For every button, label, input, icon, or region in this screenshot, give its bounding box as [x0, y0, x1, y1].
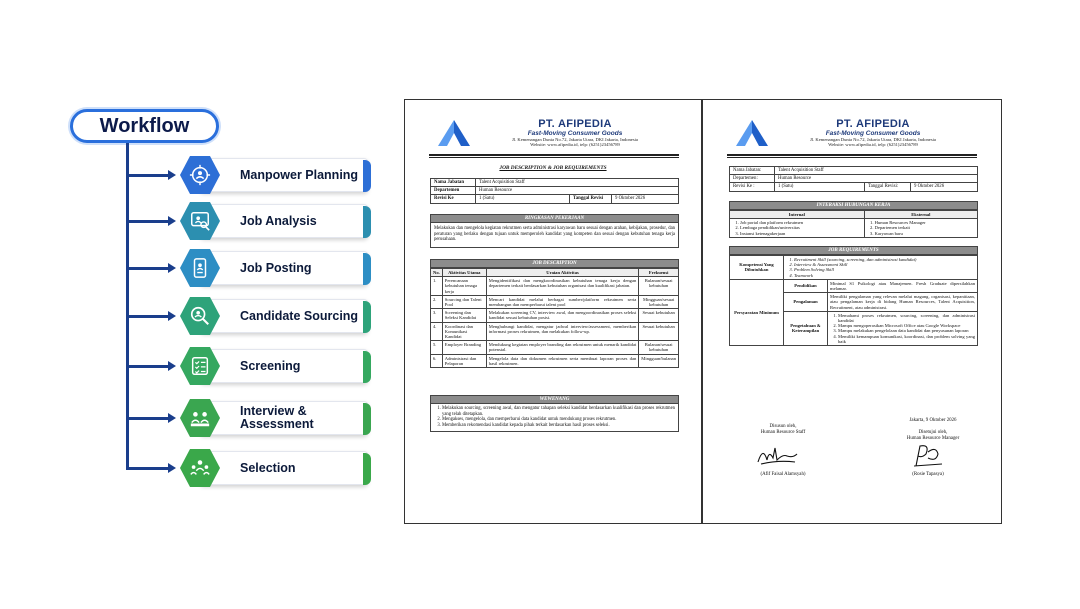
step-connector [126, 365, 170, 368]
job-description-section [430, 259, 679, 368]
internal-item: 2. Lembaga pendidikan/universitas [740, 225, 862, 230]
table-cell: 3. [431, 309, 443, 322]
pengalaman-text: Memiliki pengalaman yang relevan melalui magang, organisasi, kepanitiaan, atau pengalaman kerja di bidang Human Resources, Talent Acquisition, Recruitment, atau administrasi. [828, 293, 978, 312]
job-requirements-title: JOB REQUIREMENTS [729, 246, 978, 255]
company-name: PT. AFIPEDIA [538, 118, 612, 130]
table-row [431, 309, 679, 322]
ringkasan-section [430, 214, 679, 248]
table-cell: Koordinasi dan Komunikasi Kandidat [442, 322, 486, 341]
place-date: Jakarta, 9 Oktober 2026 [909, 418, 957, 423]
pendidikan-label: Pendidikan [784, 279, 828, 292]
job-description-title: JOB DESCRIPTION [430, 259, 679, 268]
pengalaman-label: Pengalaman [784, 293, 828, 312]
internal-header: Internal [730, 211, 865, 219]
table-cell: Mingguan/sesuai kebutuhan [639, 295, 679, 308]
interaksi-section [729, 201, 978, 238]
signature-left-block: Disusun oleh, Human Resource Staff [760, 424, 806, 435]
table-cell: Sesuai kebutuhan [639, 309, 679, 322]
step-label: Job Analysis [240, 213, 317, 228]
company-name: PT. AFIPEDIA [836, 118, 910, 130]
ringkasan-title: RINGKASAN PEKERJAAN [430, 214, 679, 223]
company-tagline: Fast-Moving Consumer Goods [527, 130, 623, 137]
internal-item: 3. Instansi ketenagakerjaan [740, 231, 862, 236]
company-header-2 [703, 116, 1001, 154]
table-header: No. [431, 269, 443, 277]
workflow-step [126, 297, 370, 335]
table-cell: Melakukan screening CV, interview awal, dan mengoordinasikan proses seleksi kandidat sesuai kebutuhan posisi. [486, 309, 639, 322]
header-rule [429, 154, 679, 156]
step-label: Screening [240, 358, 301, 373]
internal-item: 1. Job portal dan platform rekrutmen [740, 220, 862, 225]
signature-right-block: Disetujui oleh, Human Resource Manager [906, 430, 960, 441]
company-logo-icon [437, 118, 471, 148]
table-row [431, 277, 679, 296]
workflow-step [126, 202, 370, 240]
job-requirements-table [729, 255, 978, 346]
document-page-2 [702, 99, 1002, 524]
wewenang-section [430, 395, 679, 432]
persyaratan-label: Persyaratan Minimum [730, 279, 784, 345]
table-header: Aktivitas Utama [442, 269, 486, 277]
step-connector [126, 467, 170, 470]
ringkasan-text: Melakukan dan mengelola kegiatan rekrutmen serta administrasi karyawan baru sesuai dengan arahan, kebijakan, prosedur, dan peraturan yang berlaku dengan tujuan untuk memperoleh kandidat yang kompeten dan sesuai dengan kebutuhan tenaga kerja perusahaan. [430, 223, 679, 248]
step-connector [126, 220, 170, 223]
table-cell: 4. [431, 322, 443, 341]
table-cell: Sesuai kebutuhan [639, 322, 679, 341]
workflow-step [126, 156, 370, 194]
eksternal-item: 2. Departemen terkait [875, 225, 975, 230]
company-logo-icon [735, 118, 769, 148]
interaksi-title: INTERAKSI HUBUNGAN KERJA [729, 201, 978, 210]
wewenang-list [430, 404, 679, 432]
company-header [405, 116, 701, 154]
table-cell: Perencanaan kebutuhan tenaga kerja [442, 277, 486, 296]
table-cell: Bulanan/sesuai kebutuhan [639, 277, 679, 296]
arrow-right-icon [168, 170, 176, 180]
step-label: Interview & Assessment [240, 404, 314, 431]
company-address: Jl. Kemenangan Dunia No.72, Jakarta Utara, DKI Jakarta, Indonesia [810, 137, 936, 142]
eksternal-item: 3. Karyawan baru [875, 231, 975, 236]
kompetensi-item: 1. Recruitment Skill (sourcing, screening, dan administrasi kandidat) [794, 257, 975, 262]
table-cell: Mengidentifikasi dan mengkoordinasikan kebutuhan tenaga kerja dengan departemen terkait berdasarkan kebutuhan organisasi dan kualifikasi jabatan. [486, 277, 639, 296]
pengetahuan-item: 1. Memahami proses rekrutmen, sourcing, screening, dan administrasi kandidat [838, 313, 975, 323]
table-row [431, 295, 679, 308]
step-connector [126, 315, 170, 318]
step-connector [126, 417, 170, 420]
table-cell: Employer Branding [442, 341, 486, 354]
wewenang-item: 2. Mengakses, mengelola, dan memperbarui data kandidat untuk mendukung proses rekrutmen. [442, 417, 675, 423]
table-row [431, 341, 679, 354]
job-description-table [430, 268, 679, 368]
arrow-right-icon [168, 263, 176, 273]
step-label: Job Posting [240, 260, 312, 275]
job-requirements-section [729, 246, 978, 346]
table-cell: Mengelola data dan dokumen rekrutmen serta membuat laporan proses dan hasil rekrutmen. [486, 354, 639, 367]
table-cell: Bulanan/sesuai kebutuhan [639, 341, 679, 354]
pengetahuan-label: Pengetahuan & Keterampilan [784, 311, 828, 345]
wewenang-title: WEWENANG [430, 395, 679, 404]
pengetahuan-item: 3. Mampu melakukan pengelolaan data kandidat dan penyusunan laporan [838, 328, 975, 333]
eksternal-header: Eksternal [864, 211, 977, 219]
table-row [431, 322, 679, 341]
table-row [431, 354, 679, 367]
wewenang-item: 1. Melakukan sourcing, screening awal, dan mengatur tahapan seleksi kandidat berdasarkan kualifikasi dan proses rekrutmen yang telah ditetapkan. [442, 406, 675, 417]
table-cell: Screening dan Seleksi Kandidat [442, 309, 486, 322]
company-contact: Website: www.afipedia.id, telp: (6251)23456789 [828, 142, 918, 148]
step-connector [126, 174, 170, 177]
signature-right-icon [908, 442, 948, 470]
company-address: Jl. Kemenangan Dunia No.72, Jakarta Utara, DKI Jakarta, Indonesia [512, 137, 638, 142]
company-tagline: Fast-Moving Consumer Goods [825, 130, 921, 137]
signature-left-icon [753, 442, 803, 468]
company-contact: Website: www.afipedia.id, telp: (6251)23456789 [530, 142, 620, 148]
table-cell: 2. [431, 295, 443, 308]
arrow-right-icon [168, 361, 176, 371]
arrow-right-icon [168, 463, 176, 473]
step-label: Selection [240, 460, 296, 475]
table-cell: 1. [431, 277, 443, 296]
kompetensi-item: 4. Teamwork [794, 273, 975, 278]
arrow-right-icon [168, 311, 176, 321]
pengetahuan-item: 4. Memiliki kemampuan komunikasi, koordinasi, dan problem solving yang baik [838, 334, 975, 344]
workflow-step [126, 347, 370, 385]
table-cell: 6. [431, 354, 443, 367]
table-cell: Mencari kandidat melalui berbagai sumber/platform rekrutmen serta membangun dan memperbarui talent pool [486, 295, 639, 308]
step-connector [126, 267, 170, 270]
pendidikan-text: Minimal S1 Psikologi atau Manajemen. Fresh Graduate dipersilahkan melamar. [828, 279, 978, 292]
workflow-step [126, 249, 370, 287]
eksternal-item: 1. Human Resources Manager [875, 220, 975, 225]
step-label: Manpower Planning [240, 167, 359, 182]
table-cell: Sourcing dan Talent Pool [442, 295, 486, 308]
kompetensi-item: 3. Problem Solving Skill [794, 267, 975, 272]
table-cell: Administrasi dan Pelaporan [442, 354, 486, 367]
document-title: JOB DESCRIPTION & JOB REQUIREMENTS [499, 165, 607, 171]
step-label: Candidate Sourcing [240, 308, 359, 323]
table-cell: 5. [431, 341, 443, 354]
wewenang-item: 3. Memberikan rekomendasi kandidat kepada pihak terkait berdasarkan hasil proses seleksi. [442, 423, 675, 429]
kompetensi-item: 2. Interview & Assessment Skill [794, 262, 975, 267]
job-info-table-2: Nama Jabatan: Talent Acquisition Staff Departemen: Human Resource Revisi Ke : 1 (Satu) Tanggal Revisi: 9 Oktober 2026 [729, 166, 978, 192]
table-cell: Mingguan/bulanan [639, 354, 679, 367]
table-header: Uraian Aktivitas [486, 269, 639, 277]
kompetensi-label: Kompetensi Yang Dibutuhkan [730, 256, 784, 280]
interaksi-table [729, 210, 978, 238]
document-page-1 [404, 99, 702, 524]
signature-left-name: (Afif Faisal Alamsyah) [760, 472, 806, 477]
workflow-title: Workflow [70, 109, 219, 143]
workflow-step [126, 449, 370, 487]
table-cell: Menghubungi kandidat, mengatur jadwal interview/assessment, memberikan informasi proses rekrutmen, dan melakukan follow-up. [486, 322, 639, 341]
job-info-table: Nama Jabatan Talent Acquisition Staff Departemen Human Resource Revisi Ke 1 (Satu) Tanggal Revisi 9 Oktober 2026 [430, 178, 679, 204]
table-header: Frekuensi [639, 269, 679, 277]
arrow-right-icon [168, 413, 176, 423]
table-cell: Mendukung kegiatan employer branding dan rekrutmen untuk menarik kandidat potensial. [486, 341, 639, 354]
arrow-right-icon [168, 216, 176, 226]
pengetahuan-item: 2. Mampu mengoperasikan Microsoft Office atau Google Workspace [838, 323, 975, 328]
workflow-step [126, 399, 370, 437]
signature-right-name: (Rosie Tapasya) [912, 472, 944, 477]
